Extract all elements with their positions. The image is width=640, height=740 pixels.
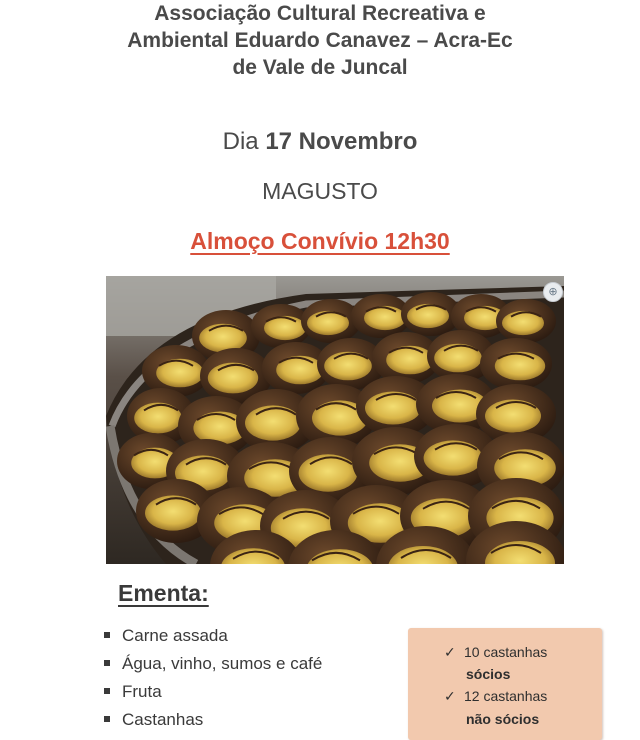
price-item [444,688,547,705]
price-amount: 12 castanhas [464,688,548,704]
menu-item [104,650,322,678]
price-item [444,644,547,661]
chestnut-flesh [365,392,421,425]
check-icon: ✓ [444,688,456,704]
chestnut-flesh [134,403,182,434]
event-date [0,128,640,156]
check-icon: ✓ [444,644,456,660]
header-line-2: Ambiental Eduardo Canavez – Acra-Ec [127,29,513,52]
price-audience: sócios [466,666,511,682]
menu-item [104,678,322,706]
chestnut-flesh [145,495,201,530]
lunch-info [0,228,640,255]
menu-item [104,706,322,734]
association-header [0,0,640,81]
price-audience: não sócios [466,711,540,727]
bullet-icon [104,632,110,638]
chestnut-flesh [245,405,301,440]
chestnut-flesh [299,454,358,491]
chestnut-flesh [424,440,483,475]
chestnuts-illustration [106,276,564,564]
menu-item [104,622,322,650]
lunch-text: Almoço Convívio 12h30 [190,228,450,254]
chestnut-flesh [208,363,258,394]
date-value: 17 Novembro [265,128,418,155]
event-name: MAGUSTO [262,178,378,204]
bullet-icon [104,660,110,666]
date-prefix: Dia [222,128,266,155]
menu-item-label: Carne assada [122,626,228,645]
menu-title: Ementa: [118,580,209,606]
image-badge-icon: ⊕ [543,282,563,302]
menu-list [104,622,322,734]
bullet-icon [104,716,110,722]
chestnut-flesh [485,400,541,433]
price-amount: 10 castanhas [464,644,548,660]
menu-item-label: Castanhas [122,710,204,729]
menu-item-label: Água, vinho, sumos e café [122,654,323,673]
price-box [408,628,602,740]
roasted-chestnuts-photo [106,276,564,564]
menu-item-label: Fruta [122,682,162,701]
header-line-3: de Vale de Juncal [232,56,408,79]
header-line-1: Associação Cultural Recreativa e [154,2,486,25]
bullet-icon [104,688,110,694]
